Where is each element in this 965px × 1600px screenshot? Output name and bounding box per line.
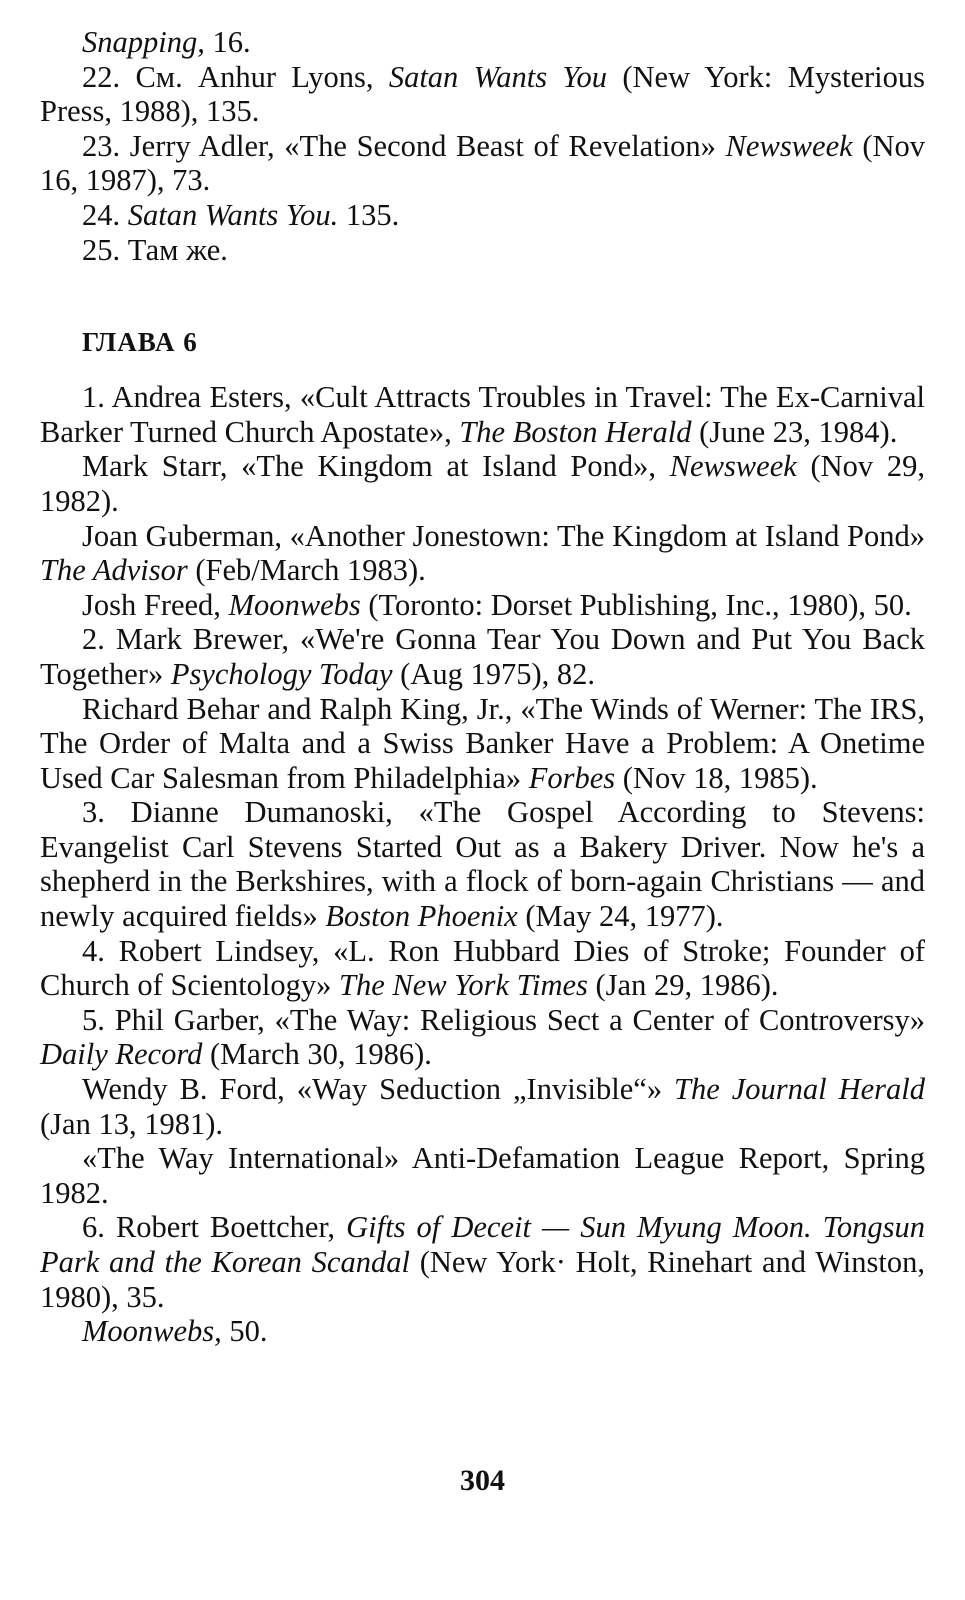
note-text: (June 23, 1984).	[691, 414, 898, 449]
note-paragraph	[40, 692, 925, 796]
note-paragraph	[40, 588, 925, 623]
note-text: 22. См. Anhur Lyons,	[82, 59, 389, 94]
note-text: Josh Freed,	[82, 587, 229, 622]
note-text: (Aug 1975), 82.	[392, 656, 595, 691]
note-paragraph	[40, 519, 925, 588]
note-paragraph	[40, 934, 925, 1003]
note-text: 2. Mark Brewer, «We're Gonna Tear You Down and Put You Back Together»	[40, 622, 925, 691]
note-italic-text: Boston Phoenix	[325, 899, 518, 934]
note-paragraph	[40, 1003, 925, 1072]
footnotes-continued	[40, 25, 925, 267]
note-paragraph	[40, 795, 925, 933]
note-paragraph	[40, 622, 925, 691]
chapter-heading: ГЛАВА 6	[82, 327, 198, 358]
note-italic-text: Moonwebs,	[82, 1314, 222, 1349]
note-italic-text: The New York Times	[339, 968, 588, 1003]
note-text: 23. Jerry Adler, «The Second Beast of Revelation»	[82, 128, 726, 163]
note-paragraph	[40, 1141, 925, 1210]
note-text: (Nov 18, 1985).	[615, 760, 818, 795]
note-italic-text: Satan Wants You	[388, 59, 608, 94]
note-italic-text: Newsweek	[725, 128, 853, 163]
note-paragraph	[40, 233, 925, 268]
note-text: 16.	[204, 25, 251, 59]
note-text: Mark Starr, «The Kingdom at Island Pond»,	[82, 449, 670, 484]
note-paragraph	[40, 1072, 925, 1141]
note-text: Joan Guberman, «Another Jonestown: The Kingdom at Island Pond»	[82, 518, 925, 553]
note-text: (Feb/March 1983).	[187, 553, 426, 588]
note-paragraph	[40, 449, 925, 518]
note-text: (New York: Mysterious Press, 1988), 135.	[40, 59, 925, 129]
note-paragraph	[40, 129, 925, 198]
note-text: «The Way International» Anti-Defamation League Report, Spring 1982.	[40, 1141, 925, 1210]
note-text: (Toronto: Dorset Publishing, Inc., 1980), 50.	[360, 587, 912, 622]
note-italic-text: Psychology Today	[170, 656, 393, 691]
page-number: 304	[460, 1464, 505, 1497]
note-text: (March 30, 1986).	[202, 1037, 432, 1072]
note-text: 6. Robert Boettcher,	[82, 1210, 347, 1245]
note-paragraph	[40, 1314, 925, 1349]
note-italic-text: Newsweek	[669, 449, 797, 484]
note-italic-text: Forbes	[528, 760, 616, 795]
note-text: 4. Robert Lindsey, «L. Ron Hubbard Dies of Stroke; Founder of Church of Scientology»	[40, 933, 925, 1003]
note-italic-text: Snapping,	[82, 25, 205, 59]
note-paragraph	[40, 380, 925, 449]
note-italic-text: The Boston Herald	[459, 414, 692, 449]
note-text: (Jan 29, 1986).	[587, 968, 779, 1003]
note-text: 5. Phil Garber, «The Way: Religious Sect a Center of Controversy»	[82, 1002, 925, 1037]
note-italic-text: Gifts of Deceit — Sun Myung Moon. Tongsun Park and the Korean Scandal	[40, 1210, 925, 1279]
note-text: (New York· Holt, Rinehart and Winston, 1980), 35.	[40, 1245, 925, 1314]
note-text: Richard Behar and Ralph King, Jr., «The Winds of Werner: The IRS, The Order of Malta and a Swiss Banker Have a Problem: A Onetime Used Car Salesman from Philadelphia»	[40, 691, 925, 795]
chapter-6-notes	[40, 380, 925, 1349]
note-text: 50.	[221, 1314, 268, 1349]
note-text: Wendy B. Ford, «Way Seduction „Invisible“»	[82, 1072, 675, 1107]
note-paragraph	[40, 60, 925, 129]
note-italic-text: Daily Record	[40, 1037, 203, 1072]
note-text: 24.	[82, 197, 128, 232]
note-text: (Nov 16, 1987), 73.	[40, 128, 926, 198]
note-italic-text: Satan Wants You.	[127, 197, 339, 232]
note-paragraph	[40, 198, 925, 233]
note-italic-text: Moonwebs	[228, 587, 361, 622]
note-paragraph	[40, 25, 925, 60]
note-text: 135.	[338, 197, 400, 232]
note-text: (Nov 29, 1982).	[40, 449, 925, 518]
note-text: 3. Dianne Dumanoski, «The Gospel According to Stevens: Evangelist Carl Stevens Started Out as a Bakery Driver. Now he's a shepherd in the Berkshires, with a flock of born-again Christians — and newly acquired fields»	[40, 795, 925, 934]
note-text: (May 24, 1977).	[517, 899, 724, 934]
note-text: 25. Там же.	[82, 232, 228, 267]
note-text: (Jan 13, 1981).	[40, 1106, 223, 1141]
note-paragraph	[40, 1210, 925, 1314]
note-italic-text: The Journal Herald	[674, 1072, 925, 1107]
note-text: 1. Andrea Esters, «Cult Attracts Troubles in Travel: The Ex-Carnival Barker Turned Church Apostate»,	[40, 380, 925, 449]
note-italic-text: The Advisor	[40, 553, 188, 588]
